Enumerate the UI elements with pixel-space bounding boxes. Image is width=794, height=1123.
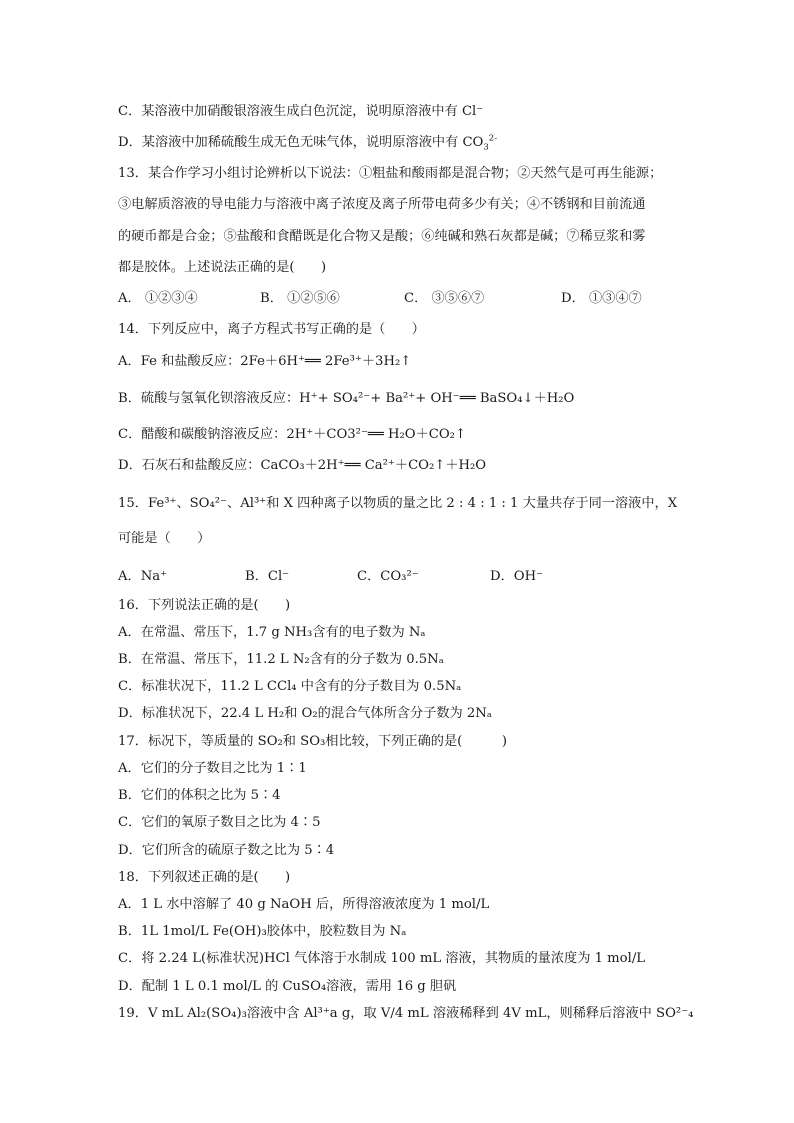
q17-option-c: C．它们的氧原子数目之比为 4∶5 [118,815,321,830]
q14-stem: 14．下列反应中，离子方程式书写正确的是（ ） [118,322,425,337]
q15-option-d: D．OH⁻ [490,569,544,584]
q18-option-b: B．1L 1mol/L Fe(OH)₃胶体中，胶粒数目为 Nₐ [118,924,407,939]
q18-option-c: C．将 2.24 L(标准状况)HCl 气体溶于水制成 100 mL 溶液，其物质的量浓度为 1 mol/L [118,951,646,966]
q15-option-a: A．Na⁺ [118,569,168,584]
q18-option-a: A．1 L 水中溶解了 40 g NaOH 后，所得溶液浓度为 1 mol/L [118,897,490,912]
q12-option-d-sub: 3 [483,142,489,153]
q17-option-d: D．它们所含的硫原子数之比为 5∶4 [118,843,335,858]
q13-stem-line-3: 的硬币都是合金；⑤盐酸和食醋既是化合物又是酸；⑥纯碱和熟石灰都是碱；⑦稀豆浆和雾 [118,229,646,244]
q16-option-c: C．标准状况下，11.2 L CCl₄ 中含有的分子数目为 0.5Nₐ [118,679,462,694]
q17-option-b: B．它们的体积之比为 5∶4 [118,788,281,803]
q15-stem-line-2: 可能是（ ） [118,531,211,546]
q13-option-b: B． ①②⑤⑥ [260,291,340,306]
q17-stem: 17．标况下，等质量的 SO₂和 SO₃相比较，下列正确的是( ) [118,734,508,749]
q13-stem-line-2: ③电解质溶液的导电能力与溶液中离子浓度及离子所带电荷多少有关；④不锈钢和目前流通 [118,197,646,212]
q12-option-c: C．某溶液中加硝酸银溶液生成白色沉淀，说明原溶液中有 Cl⁻ [118,104,484,119]
q16-stem: 16．下列说法正确的是( ) [118,598,291,613]
q17-option-a: A．它们的分子数目之比为 1∶1 [118,761,307,776]
q14-option-d: D．石灰石和盐酸反应：CaCO₃＋2H⁺══ Ca²⁺＋CO₂↑＋H₂O [118,458,487,473]
q12-option-d-sup: 2- [488,133,498,144]
q13-stem-line-4: 都是胶体。上述说法正确的是( ) [118,260,327,275]
q15-option-c: C．CO₃²⁻ [357,569,419,584]
q13-option-d: D． ①③④⑦ [561,291,642,306]
q18-stem: 18．下列叙述正确的是( ) [118,870,291,885]
q14-option-b: B．硫酸与氢氧化钡溶液反应：H⁺+ SO₄²⁻+ Ba²⁺+ OH⁻══ BaSO₄↓＋H₂O [118,391,575,406]
q13-option-c: C． ③⑤⑥⑦ [404,291,485,306]
q13-option-a: A． ①②③④ [118,291,198,306]
q16-option-d: D．标准状况下，22.4 L H₂和 O₂的混合气体所含分子数为 2Nₐ [118,706,492,721]
q15-option-b: B．Cl⁻ [245,569,290,584]
q16-option-b: B．在常温、常压下，11.2 L N₂含有的分子数为 0.5Nₐ [118,652,444,667]
q18-option-d: D．配制 1 L 0.1 mol/L 的 CuSO₄溶液，需用 16 g 胆矾 [118,979,457,994]
q15-stem-line-1: 15．Fe³⁺、SO₄²⁻、Al³⁺和 X 四种离子以物质的量之比 2 : 4 : 1 : 1 大量共存于同一溶液中，X [118,496,678,511]
q14-option-c: C．醋酸和碳酸钠溶液反应：2H⁺＋CO3²⁻══ H₂O＋CO₂↑ [118,427,467,442]
q12-option-d-text: D．某溶液中加稀硫酸生成无色无味气体，说明原溶液中有 CO [118,135,484,150]
q13-stem-line-1: 13．某合作学习小组讨论辨析以下说法：①粗盐和酸雨都是混合物；②天然气是可再生能源； [118,166,663,181]
q14-option-a: A．Fe 和盐酸反应：2Fe＋6H⁺══ 2Fe³⁺＋3H₂↑ [118,354,412,369]
q19-stem-line-1: 19．V mL Al₂(SO₄)₃溶液中含 Al³⁺a g，取 V/4 mL 溶液稀释到 4V mL，则稀释后溶液中 SO²⁻₄ [118,1006,694,1021]
q16-option-a: A．在常温、常压下，1.7 g NH₃含有的电子数为 Nₐ [118,625,426,640]
q12-option-d [118,134,497,152]
